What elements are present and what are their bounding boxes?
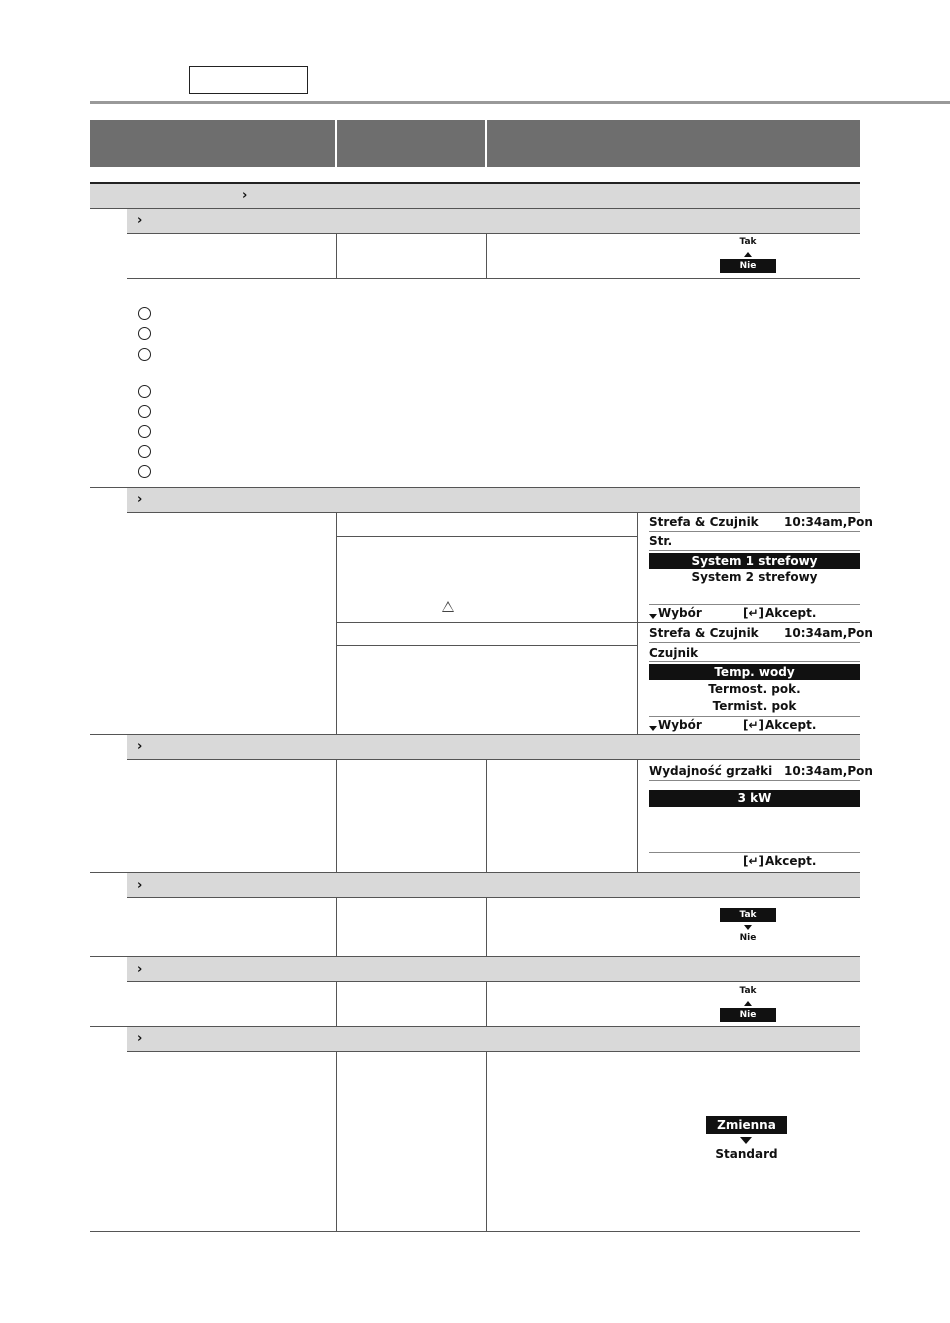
heater-screen-title: Wydajność grzałki [649,764,773,778]
zone-option-2: System 2 strefowy [691,570,818,584]
row-bar-2 [127,488,860,512]
table-header-col3 [487,120,860,167]
zone-footer-left: Wybór [658,606,702,620]
sensor-screen-subtitle: Czujnik [649,646,699,660]
sensor-option-2: Termost. pok. [708,682,801,696]
zone-footer-key: [↵] [743,606,765,620]
option-tak-text: Tak [739,237,757,247]
chevron-right-icon: › [137,878,143,893]
option-nie-selected: Nie [720,259,776,273]
chevron-right-icon: › [137,1031,143,1046]
number-circle-icon [138,405,151,418]
sensor-footer-left: Wybór [658,718,702,732]
zone-screen-title: Strefa & Czujnik [649,515,759,529]
row-bar-5 [127,957,860,981]
number-circle-icon [138,307,151,320]
zone-option-selected: System 1 strefowy [649,553,860,569]
number-circle-icon [138,425,151,438]
sensor-screen-time: 10:34am,Pon [784,626,873,640]
sensor-screen-title: Strefa & Czujnik [649,626,759,640]
option-nie-text: Nie [739,933,757,943]
heater-footer-right: Akcept. [765,854,817,868]
sensor-footer-key: [↵] [743,718,765,732]
option-tak-selected: Tak [720,908,776,922]
header-label-box [189,66,308,94]
zone-screen-time: 10:34am,Pon [784,515,873,529]
zone-footer-right: Akcept. [765,606,817,620]
chevron-right-icon: › [137,962,143,977]
row-bar-3 [127,735,860,759]
header-rule [90,101,950,104]
chevron-right-icon: › [242,188,248,203]
number-circle-icon [138,445,151,458]
sensor-option-selected: Temp. wody [649,664,860,680]
row-bar-4 [127,873,860,897]
sensor-footer-right: Akcept. [765,718,817,732]
heater-screen-time: 10:34am,Pon [784,764,873,778]
table-header-col2 [337,120,485,167]
option-tak-text: Tak [739,986,757,996]
number-circle-icon [138,465,151,478]
section-bar [90,183,860,208]
chevron-right-icon: › [137,213,143,228]
row-bar-1 [127,209,860,233]
chevron-right-icon: › [137,492,143,507]
arrow-down-icon [649,726,657,731]
mode-option-selected: Zmienna [706,1116,787,1134]
number-circle-icon [138,385,151,398]
arrow-down-icon [649,614,657,619]
arrow-down-icon [744,925,752,930]
mode-option-standard: Standard [715,1147,778,1161]
arrow-up-icon [744,252,752,257]
arrow-up-icon [744,1001,752,1006]
row-bar-6 [127,1027,860,1051]
chevron-right-icon: › [137,739,143,754]
sensor-option-3: Termist. pok [712,699,797,713]
table-header-col1 [90,120,335,167]
option-nie-selected: Nie [720,1008,776,1022]
warning-triangle-icon [442,601,454,612]
heater-option-selected: 3 kW [649,790,860,807]
heater-footer-key: [↵] [743,854,765,868]
number-circle-icon [138,327,151,340]
arrow-down-icon [740,1137,752,1144]
zone-screen-subtitle: Str. [649,534,673,548]
number-circle-icon [138,348,151,361]
